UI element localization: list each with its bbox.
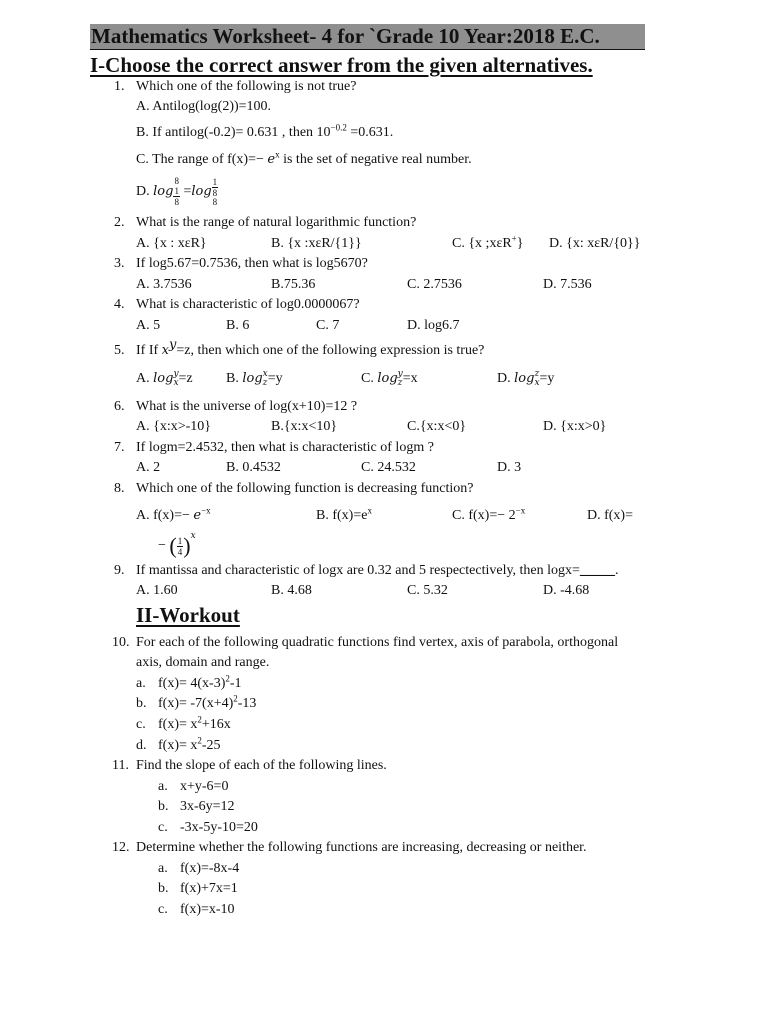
option-d: D. 3 [497, 460, 522, 475]
math-e: e [193, 508, 202, 523]
question-text [136, 337, 485, 360]
sub-item-text: -25 [201, 738, 221, 753]
question-text [136, 562, 618, 580]
math-log: log [191, 184, 212, 200]
option-text: C. {x ;xεR [452, 236, 512, 251]
option-d: D. {x: xεR/{0}} [549, 236, 641, 251]
option-b: B.75.36 [271, 277, 316, 292]
math-e: e [361, 508, 368, 523]
sub-item-b [136, 693, 257, 713]
math-log: log [242, 371, 263, 387]
sub-item-text: 3x-6y=12 [180, 799, 235, 814]
question-11 [112, 757, 387, 775]
option-c: C. 7 [316, 318, 340, 333]
fraction-numerator: 1 [174, 186, 179, 196]
open-paren: ( [169, 533, 177, 558]
option-text: B. f(x)= [316, 508, 362, 523]
log-base: z [397, 378, 403, 388]
option-a: A. Antilog(log(2))=100. [136, 99, 272, 114]
exponent: −x [201, 505, 211, 516]
option-c [452, 235, 523, 253]
fraction-denominator: 8 [212, 188, 218, 198]
option-c [361, 370, 418, 388]
question-12 [112, 839, 587, 857]
equals-sign: = [179, 184, 192, 200]
sub-item-text: f(x)+7x=1 [180, 881, 238, 896]
log-argument: y [397, 369, 403, 379]
question-number: 5. [114, 343, 125, 358]
option-text: C. f(x)=− 2 [452, 508, 516, 523]
question-text: Determine whether the following functions are increasing, decreasing or neither. [136, 840, 587, 855]
question-number: 8. [114, 481, 125, 496]
sub-item-c [158, 819, 258, 837]
question-4 [114, 296, 360, 314]
sub-item-label: d. [136, 738, 147, 753]
sub-item-text: f(x)= -7(x+4) [158, 696, 234, 711]
question-text-continued: axis, domain and range. [136, 655, 270, 670]
question-text-part: If If [136, 343, 162, 358]
option-c [452, 507, 525, 525]
sub-item-text: f(x)= x [158, 717, 198, 732]
sub-item-b [158, 880, 238, 898]
log-base: z [262, 378, 268, 388]
option-label: A. [136, 371, 154, 387]
option-d-expression [158, 531, 196, 561]
question-number: 2. [114, 215, 125, 230]
question-3 [114, 255, 368, 273]
option-text: =z [178, 371, 193, 387]
sub-item-label: c. [158, 820, 168, 835]
option-text: =y [267, 371, 283, 387]
exponent: x [275, 149, 280, 160]
exponent: x [367, 505, 372, 516]
sub-item-text: f(x)=x-10 [180, 902, 235, 917]
fraction-numerator: 1 [177, 535, 183, 546]
option-label: D. [136, 184, 154, 200]
question-text: Which one of the following function is decreasing function? [136, 481, 474, 496]
math-log: log [514, 371, 535, 387]
log-base: 8 [212, 197, 218, 207]
question-text: What is characteristic of log0.0000067? [136, 297, 360, 312]
question-text-part: =z, then which one of the following expression is true? [176, 343, 485, 358]
question-text: If logm=2.4532, then what is characteristic of logm ? [136, 440, 434, 455]
option-a [136, 370, 193, 388]
question-number: 9. [114, 563, 125, 578]
log-argument: x [262, 369, 268, 379]
log-argument: 8 [174, 176, 179, 186]
option-text: =y [539, 371, 555, 387]
option-c: C. 2.7536 [407, 277, 462, 292]
question-number: 6. [114, 399, 125, 414]
answer-blank: _____ [579, 563, 615, 578]
option-c: C.{x:x<0} [407, 419, 467, 434]
sub-item-c [158, 901, 235, 919]
exponent: −0.2 [330, 122, 347, 133]
sub-item-text: -13 [237, 696, 257, 711]
question-8 [114, 480, 474, 498]
option-text: C. The range of f(x)=− [136, 152, 268, 167]
log-argument: y [173, 369, 179, 379]
sub-item-label: b. [158, 881, 169, 896]
section-2-heading: II-Workout [136, 603, 240, 627]
fraction-denominator: 8 [174, 197, 179, 207]
question-number: 3. [114, 256, 125, 271]
question-5 [114, 337, 485, 360]
option-a [136, 507, 211, 525]
option-text: A. f(x)=− [136, 508, 194, 523]
sub-item-label: a. [136, 676, 146, 691]
exponent: 2 [233, 693, 238, 704]
option-text: B. If antilog(-0.2)= 0.631 , then 10 [136, 125, 331, 140]
question-text-part: If mantissa and characteristic of logx are 0.32 and 5 respectectively, then logx= [136, 563, 580, 578]
sub-item-text: f(x)= x [158, 738, 198, 753]
sub-item-label: b. [158, 799, 169, 814]
option-a: A. {x:x>-10} [136, 419, 211, 434]
question-number: 10. [112, 635, 130, 650]
question-6 [114, 398, 358, 416]
sub-item-c [136, 714, 231, 734]
question-number: 11. [112, 758, 129, 773]
question-text: Find the slope of each of the following lines. [136, 758, 387, 773]
fraction-denominator: 4 [177, 546, 183, 557]
option-a: A. 3.7536 [136, 277, 192, 292]
math-x: x [161, 343, 169, 358]
math-log: log [153, 371, 174, 387]
question-7 [114, 439, 434, 457]
sub-item-text: f(x)=-8x-4 [180, 861, 240, 876]
option-d: D. 7.536 [543, 277, 592, 292]
sub-item-text: +16x [201, 717, 231, 732]
sub-item-a [158, 860, 240, 878]
option-a: A. {x : xεR} [136, 236, 207, 251]
question-9 [114, 562, 619, 580]
log-base: x [173, 378, 179, 388]
question-text: Which one of the following is not true? [136, 79, 357, 94]
option-d: D. {x:x>0} [543, 419, 607, 434]
sub-item-text: -1 [229, 676, 242, 691]
option-b: B. 4.68 [271, 583, 312, 598]
sub-item-text: -3x-5y-10=20 [180, 820, 258, 835]
question-number: 4. [114, 297, 125, 312]
option-d: D. log6.7 [407, 318, 460, 333]
math-log: log [377, 371, 398, 387]
question-text: If log5.67=0.7536, then what is log5670? [136, 256, 368, 271]
option-b [136, 124, 393, 142]
option-text: is the set of negative real number. [279, 152, 472, 167]
close-paren: ) [183, 533, 191, 558]
sub-item-text: f(x)= 4(x-3) [158, 676, 226, 691]
sub-item-b [158, 798, 235, 816]
option-d [136, 177, 218, 207]
option-c: C. 24.532 [361, 460, 416, 475]
option-text: =x [402, 371, 418, 387]
question-2 [114, 214, 417, 232]
option-label: B. [226, 371, 243, 387]
minus-sign: − [158, 538, 170, 554]
exponent: 2 [197, 714, 202, 725]
question-text: For each of the following quadratic functions find vertex, axis of parabola, orthogonal [136, 635, 619, 650]
question-number: 1. [114, 79, 125, 94]
sub-item-label: c. [158, 902, 168, 917]
exponent: 2 [225, 673, 230, 684]
exponent: 2 [197, 735, 202, 746]
option-label: D. [497, 371, 515, 387]
sub-item-label: c. [136, 717, 146, 732]
fraction-numerator: 1 [212, 177, 218, 187]
option-b: B. {x :xεR/{1}} [271, 236, 362, 251]
question-text-part: . [614, 563, 619, 578]
sub-item-a [136, 673, 242, 693]
option-b: B. 0.4532 [226, 460, 281, 475]
question-number: 12. [112, 840, 130, 855]
superscript: + [511, 233, 517, 244]
worksheet-title: Mathematics Worksheet- 4 for `Grade 10 Year:2018 E.C. [90, 24, 645, 50]
question-number: 7. [114, 440, 125, 455]
option-text: } [516, 236, 524, 251]
option-c: C. 5.32 [407, 583, 448, 598]
question-1 [114, 78, 357, 96]
exponent: y [169, 337, 177, 353]
exponent: −x [515, 505, 526, 516]
log-argument: z [534, 369, 540, 379]
option-b [226, 370, 283, 388]
sub-item-label: a. [158, 861, 168, 876]
question-text: What is the range of natural logarithmic function? [136, 215, 417, 230]
option-a: A. 5 [136, 318, 161, 333]
option-b: B.{x:x<10} [271, 419, 338, 434]
option-c [136, 151, 472, 169]
option-a: A. 1.60 [136, 583, 178, 598]
sub-item-label: a. [158, 779, 168, 794]
sub-item-a [158, 778, 229, 796]
question-text: What is the universe of log(x+10)=12 ? [136, 399, 358, 414]
question-10 [112, 634, 619, 652]
section-1-heading: I-Choose the correct answer from the given alternatives. [90, 53, 593, 77]
option-a: A. 2 [136, 460, 161, 475]
math-log: log [153, 184, 174, 200]
log-base: x [534, 378, 540, 388]
option-d: D. -4.68 [543, 583, 590, 598]
sub-item-text: x+y-6=0 [180, 779, 229, 794]
exponent: x [190, 530, 196, 541]
sub-item-label: b. [136, 696, 147, 711]
math-e: e [267, 152, 276, 167]
option-d [497, 370, 554, 388]
option-b [316, 507, 372, 525]
sub-item-d [136, 735, 221, 755]
option-text: =0.631. [346, 125, 394, 140]
option-b: B. 6 [226, 318, 250, 333]
option-d: D. f(x)= [587, 508, 633, 523]
option-label: C. [361, 371, 378, 387]
